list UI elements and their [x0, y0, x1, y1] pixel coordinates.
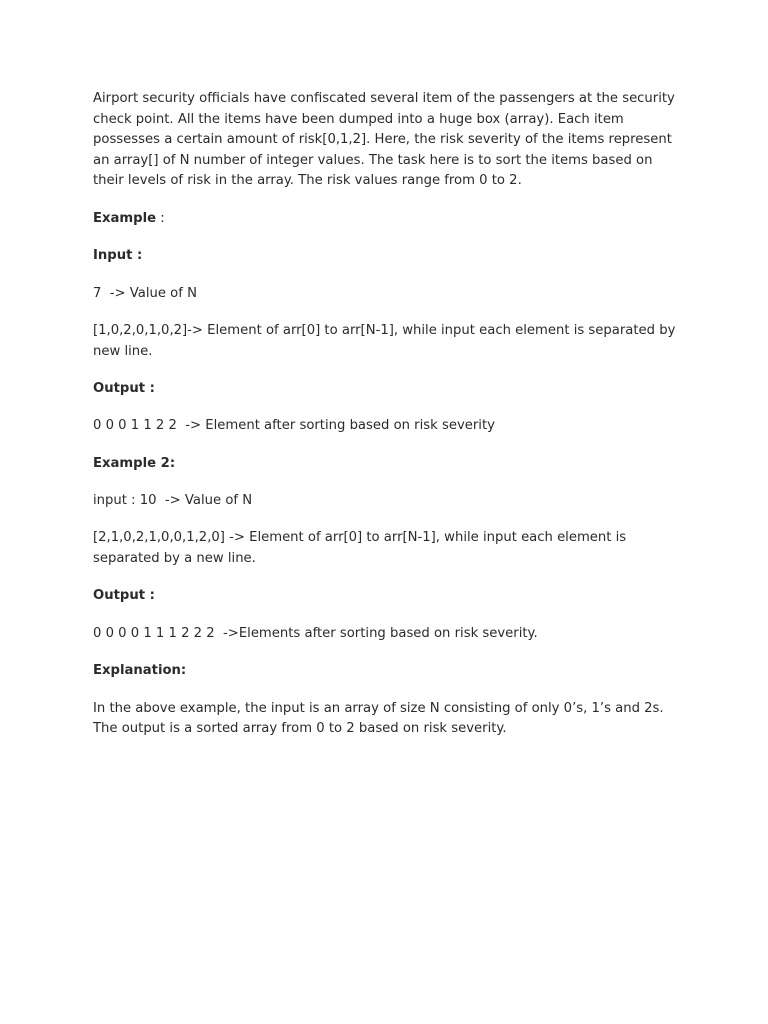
example-heading: [93, 209, 683, 230]
example2-heading: Example 2:: [93, 455, 176, 471]
example2-output-line: 0 0 0 0 1 1 1 2 2 2 ->Elements after sorting based on risk severity.: [93, 625, 538, 641]
example1-array-line: [1,0,2,0,1,0,2]-> Element of arr[0] to arr[N-1], while input each element is separated by new line.: [93, 322, 680, 359]
example2-n-line: input : 10 -> Value of N: [93, 493, 253, 509]
document-page: [93, 89, 683, 757]
explanation-heading: Explanation:: [93, 663, 187, 679]
intro-paragraph: Airport security officials have confiscated several item of the passengers at the security check point. All the items have been dumped into a huge box (array). Each item possesses a certain amount of risk[0,1,2]. Here, the risk severity of the items represent an array[] of N number of integer values. The task here is to sort the items based on their levels of risk in the array. The risk values range from 0 to 2.: [93, 91, 680, 189]
example1-n-line: 7 -> Value of N: [93, 285, 197, 301]
example2-output-heading: Output :: [93, 588, 155, 604]
example-heading-label: Example: [93, 210, 157, 226]
input-heading: Input :: [93, 248, 143, 264]
example2-array-line: [2,1,0,2,1,0,0,1,2,0] -> Element of arr[0] to arr[N-1], while input each element is separated by a new line.: [93, 530, 631, 567]
example1-output-heading: Output :: [93, 380, 155, 396]
example-heading-suffix: :: [156, 210, 165, 226]
explanation-text: In the above example, the input is an array of size N consisting of only 0’s, 1’s and 2s. The output is a sorted array from 0 to 2 based on risk severity.: [93, 700, 668, 737]
example1-output-line: 0 0 0 1 1 2 2 -> Element after sorting based on risk severity: [93, 418, 495, 434]
